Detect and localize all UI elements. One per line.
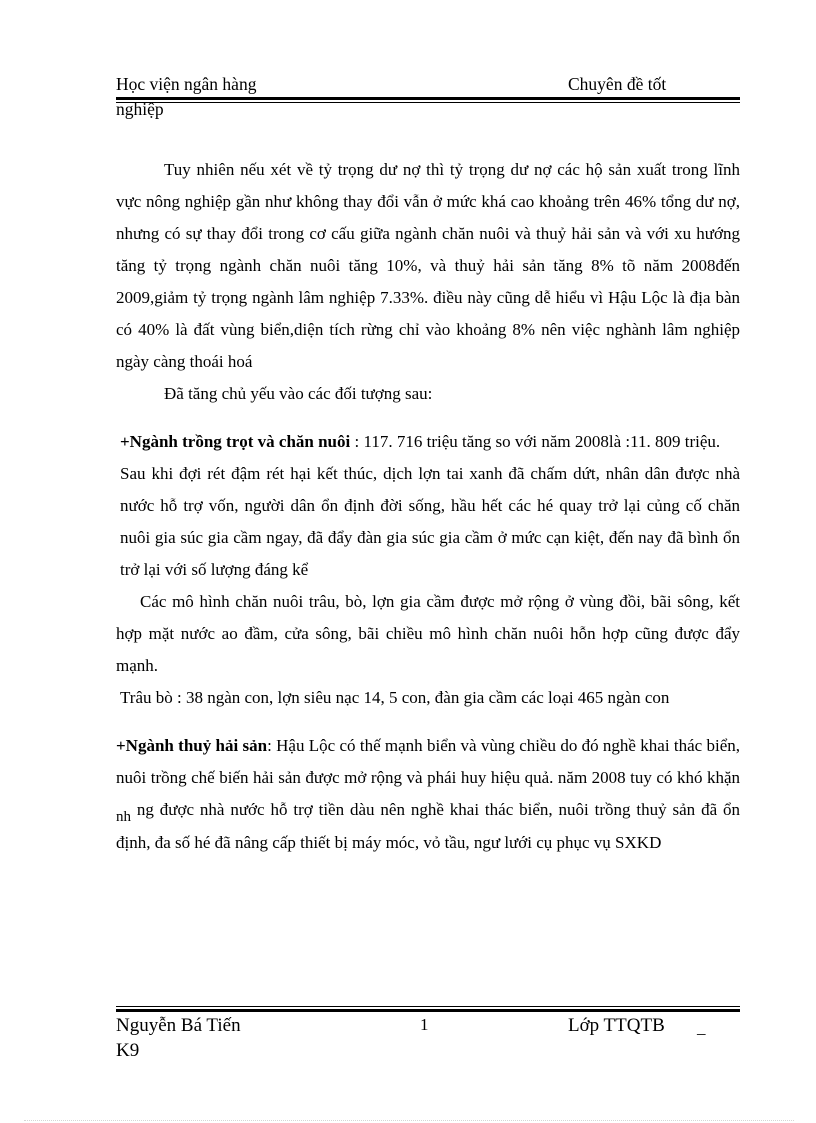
paragraph-7-sub: nh bbox=[116, 809, 131, 825]
heading-fisheries: +Ngành thuỷ hải sản bbox=[116, 736, 268, 755]
paragraph-6: Trâu bò : 38 ngàn con, lợn siêu nạc 14, 5 con, đàn gia cầm các loại 465 ngàn con bbox=[120, 688, 670, 707]
footer-author: Nguyễn Bá Tiến bbox=[116, 1015, 241, 1036]
header-rule-thick bbox=[116, 97, 740, 100]
paragraph-7-text-b: ng được nhà nước hỗ trợ tiền dàu nên nghề khai thác biển, nuôi trồng thuỷ sản đã ổn định, đa số hé đã nâng cấp thiết bị máy móc, vỏ tầu, ngư lưới cụ phục vụ SXKD bbox=[116, 800, 740, 852]
footer-dash: _ bbox=[697, 1018, 706, 1037]
page-edge-dotted-line bbox=[24, 1120, 794, 1121]
header-rule-thin bbox=[116, 102, 740, 103]
footer-rule-thick bbox=[116, 1009, 740, 1012]
paragraph-1: Tuy nhiên nếu xét về tỷ trọng dư nợ thì tỷ trọng dư nợ các hộ sản xuất trong lĩnh vực nông nghiệp gần như không thay đổi vẫn ở mức khá cao khoảng trên 46% tổng dư nợ, nhưng có sự thay đổi trong cơ cấu giữa ngành chăn nuôi và thuỷ hải sản và với xu hướng tăng tỷ trọng ngành chăn nuôi tăng 10%, và thuỷ hải sản tăng 8% tõ năm 2008đến 2009,giảm tỷ trọng ngành lâm nghiệp 7.33%. điều này cũng dễ hiểu vì Hậu Lộc là địa bàn có 40% là đất vùng biển,diện tích rừng chỉ vào khoảng 8% nên việc nghành lâm nghiệp ngày càng thoái hoá bbox=[116, 160, 740, 371]
spacer bbox=[116, 410, 740, 426]
paragraph-5: Các mô hình chăn nuôi trâu, bò, lợn gia cầm được mở rộng ở vùng đồi, bãi sông, kết hợp mặt nước ao đầm, cửa sông, bãi chiều mô hình chăn nuôi hỗn hợp cũng được đẩy mạnh. bbox=[116, 592, 740, 675]
footer-rule-thin bbox=[116, 1006, 740, 1007]
paragraph-4: Sau khi đợi rét đậm rét hại kết thúc, dịch lợn tai xanh đã chấm dứt, nhân dân được nhà nước hỗ trợ vốn, người dân ổn định đời sống, hầu hết các hé quay trở lại củng cố chăn nuôi gia súc gia cầm ngay, đã đẩy đàn gia súc gia cầm ở mức cạn kiệt, đến nay đã bình ổn trở lại với số lượng đáng kể bbox=[120, 464, 740, 579]
footer-class: Lớp TTQTB bbox=[568, 1015, 665, 1036]
page-number: 1 bbox=[420, 1015, 429, 1034]
footer-cohort: K9 bbox=[116, 1040, 140, 1061]
paragraph-3-text: : 117. 716 triệu tăng so với năm 2008là :11. 809 triệu. bbox=[350, 432, 721, 451]
paragraph-7-text-a: : Hậu Lộc có thế mạnh biển và vùng chiều do đó nghề khai thác biển, nuôi trồng chế biến hải sản được mở rộng và phái huy hiệu quả. năm 2008 tuy có khó khặn bbox=[116, 736, 740, 787]
spacer bbox=[116, 714, 740, 730]
document-body bbox=[116, 154, 740, 859]
heading-crop-livestock: +Ngành trồng trọt và chăn nuôi bbox=[120, 432, 351, 451]
paragraph-3 bbox=[116, 426, 740, 458]
header-institution: Học viện ngân hàng bbox=[116, 74, 257, 94]
paragraph-2: Đã tăng chủ yếu vào các đối tượng sau: bbox=[164, 384, 433, 403]
header-title: Chuyên đề tốt bbox=[568, 74, 667, 94]
header-title-wrap: nghiệp bbox=[116, 99, 164, 119]
paragraph-7 bbox=[116, 730, 740, 859]
